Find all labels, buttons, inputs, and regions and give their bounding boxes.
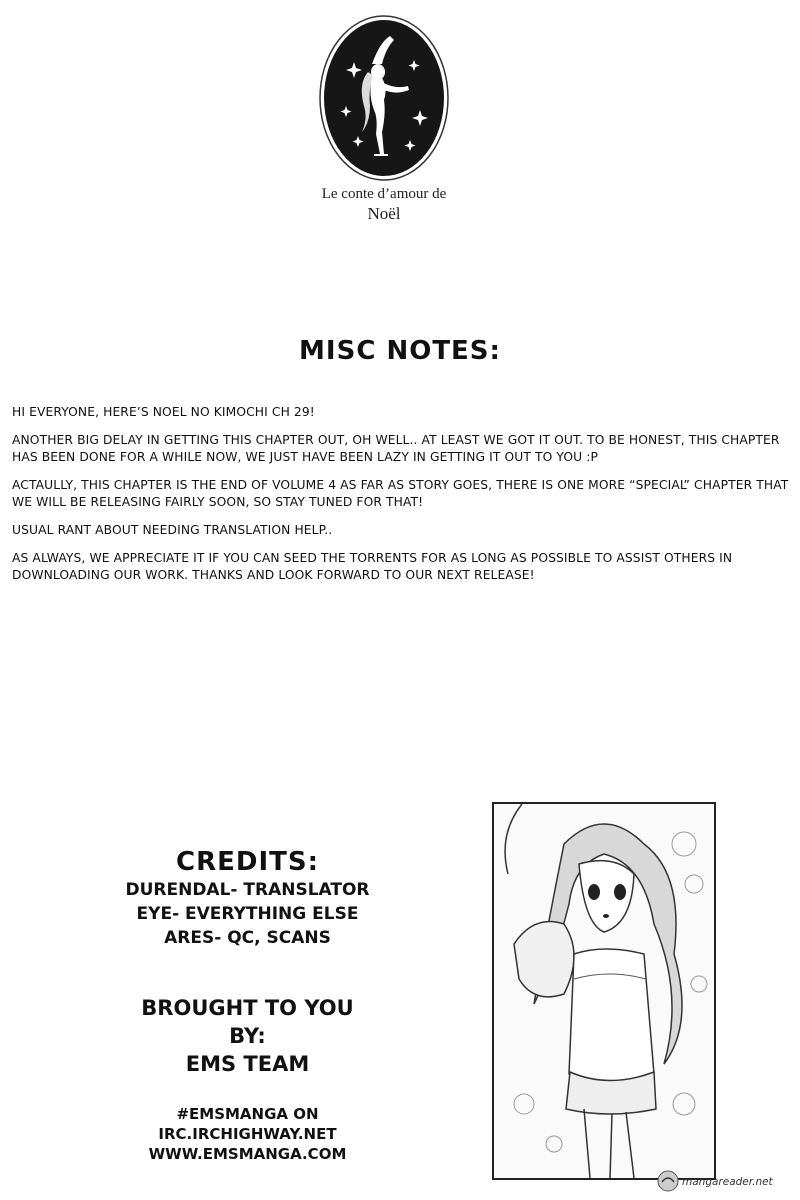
contact-line: WWW.EMSMANGA.COM [148,1145,347,1163]
credits-section [100,846,395,1164]
notes-heading: MISC NOTES: [299,336,501,366]
brought-line: BROUGHT TO YOU [141,996,354,1020]
contact-info [100,1104,395,1164]
notes-paragraph: ACTAULLY, THIS CHAPTER IS THE END OF VOLUME 4 AS FAR AS STORY GOES, THERE IS ONE MORE “SPECIAL” CHAPTER THAT WE WILL BE RELEASING FAIRLY SOON, SO STAY TUNED FOR THAT! [12,478,789,509]
watermark-text: mangareader.net [682,1176,773,1188]
credits-heading: CREDITS: [176,847,319,877]
figure-skater-oval-icon [318,14,450,182]
girl-illustration-icon [494,804,714,1178]
notes-paragraph: AS ALWAYS, WE APPRECIATE IT IF YOU CAN SEED THE TORRENTS FOR AS LONG AS POSSIBLE TO ASSIST OTHERS IN DOWNLOADING OUR WORK. THANKS AND LOOK FORWARD TO OUR NEXT RELEASE! [12,551,733,582]
credit-line: DURENDAL- TRANSLATOR [125,880,370,900]
logo-title: Noël [367,204,401,223]
notes-paragraph: HI EVERYONE, HERE’S NOEL NO KIMOCHI CH 29! [12,405,315,419]
brought-to-you [100,994,395,1078]
credit-line: EYE- EVERYTHING ELSE [136,904,359,924]
contact-line: IRC.IRCHIGHWAY.NET [158,1125,337,1143]
contact-line: #EMSMANGA ON [176,1105,319,1123]
brought-line: BY: [229,1024,266,1048]
credit-line: ARES- QC, SCANS [164,928,331,948]
brought-line: EMS TEAM [185,1052,310,1076]
logo-subtitle: Le conte d’amour de [321,186,447,202]
manga-illustration [492,802,716,1180]
notes-body [12,404,792,595]
notes-paragraph: ANOTHER BIG DELAY IN GETTING THIS CHAPTER OUT, OH WELL.. AT LEAST WE GOT IT OUT. TO BE HONEST, THIS CHAPTER HAS BEEN DONE FOR A WHILE NOW, WE JUST HAVE BEEN LAZY IN GETTING IT OUT TO YOU :P [12,433,780,464]
notes-paragraph: USUAL RANT ABOUT NEEDING TRANSLATION HELP.. [12,523,333,537]
